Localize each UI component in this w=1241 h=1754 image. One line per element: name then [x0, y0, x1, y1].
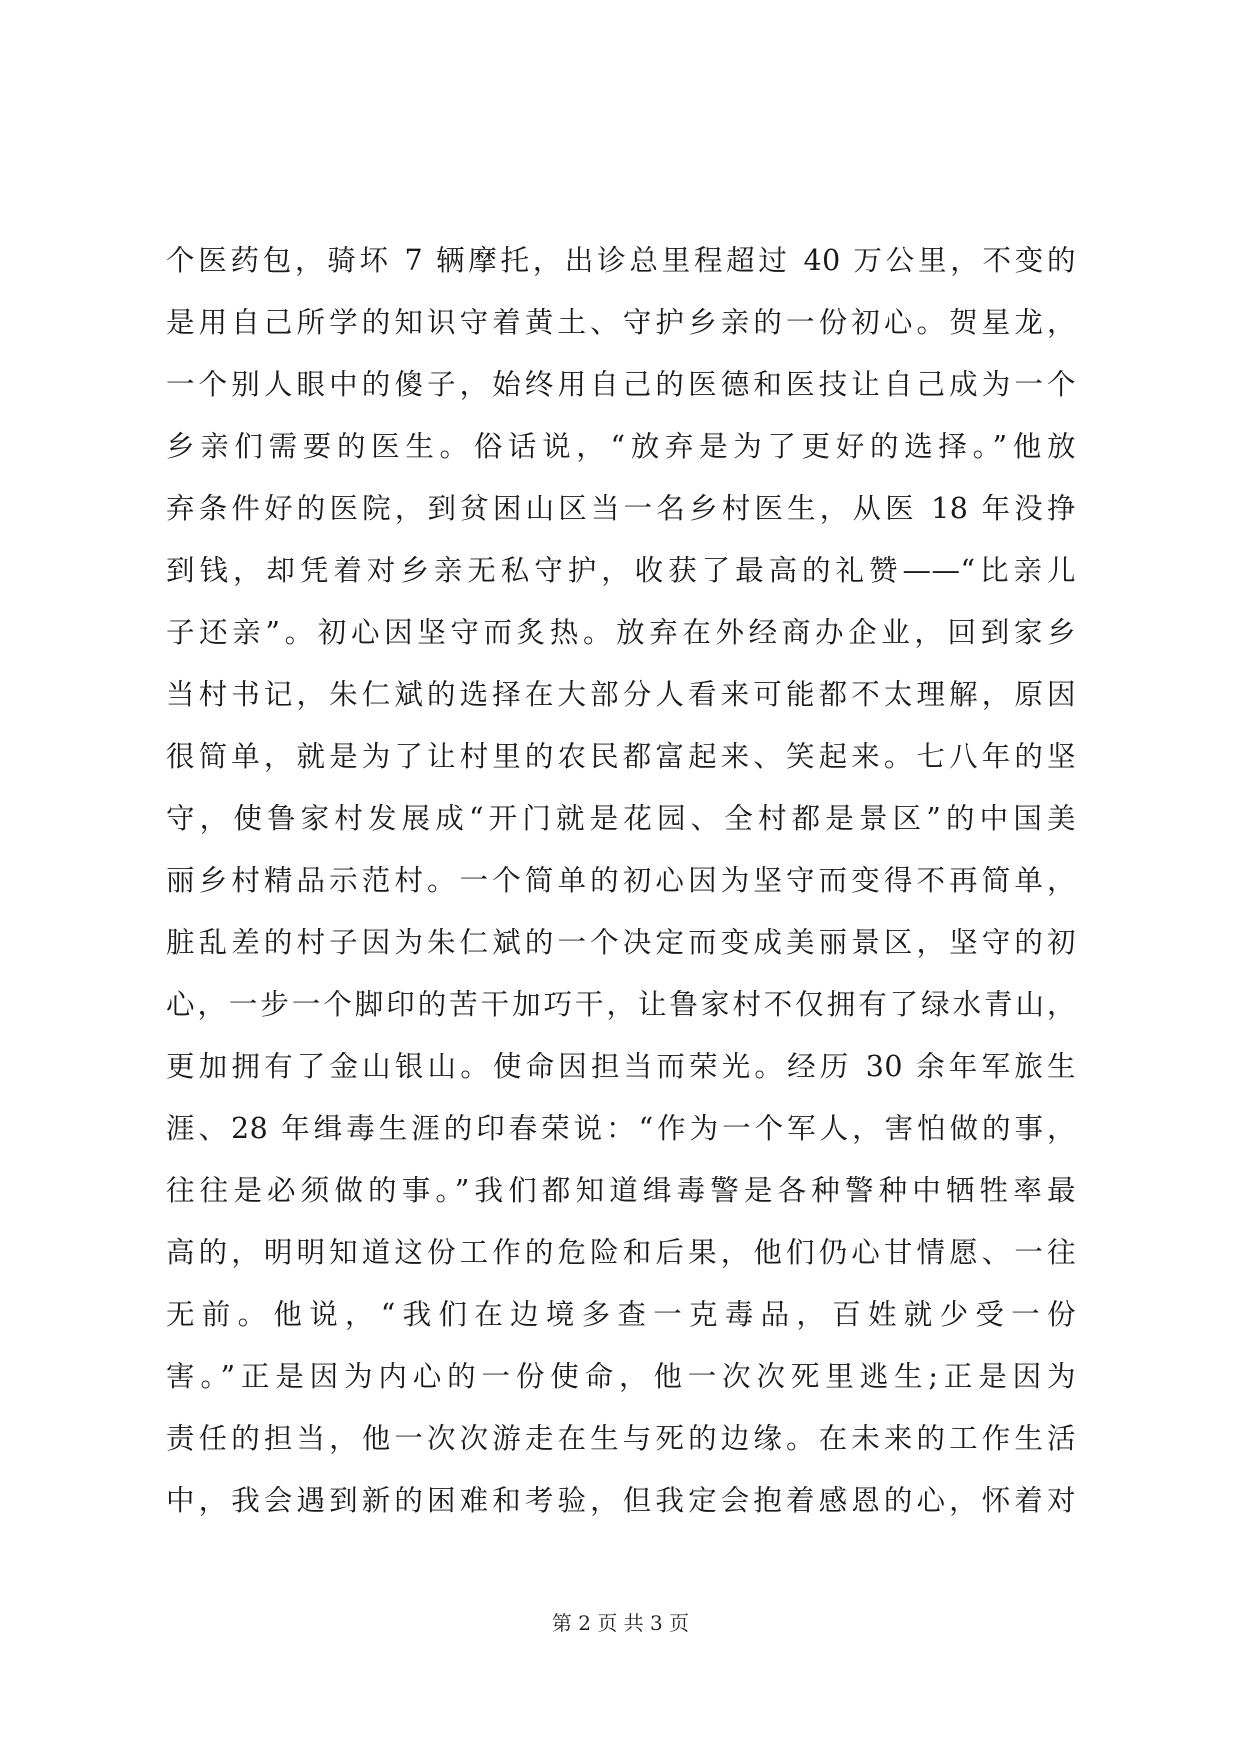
text-line: 害。”正是因为内心的一份使命，他一次次死里逃生;正是因为 [166, 1360, 1076, 1393]
text-line: 心，一步一个脚印的苦干加巧干，让鲁家村不仅拥有了绿水青山， [166, 988, 1076, 1021]
text-line: 弃条件好的医院，到贫困山区当一名乡村医生，从医 18 年没挣 [166, 492, 1076, 525]
text-line: 责任的担当，他一次次游走在生与死的边缘。在未来的工作生活 [166, 1422, 1076, 1455]
text-line: 子还亲”。初心因坚守而炙热。放弃在外经商办企业，回到家乡 [166, 616, 1076, 649]
text-line: 个医药包，骑坏 7 辆摩托，出诊总里程超过 40 万公里，不变的 [166, 244, 1076, 277]
text-line: 涯、28 年缉毒生涯的印春荣说：“作为一个军人，害怕做的事， [166, 1112, 1076, 1145]
text-line: 守，使鲁家村发展成“开门就是花园、全村都是景区”的中国美 [166, 802, 1076, 835]
text-line: 中，我会遇到新的困难和考验，但我定会抱着感恩的心，怀着对 [166, 1484, 1076, 1517]
page-number-footer: 第 2 页 共 3 页 [551, 1611, 690, 1635]
text-line: 到钱，却凭着对乡亲无私守护，收获了最高的礼赞——“比亲儿 [166, 554, 1076, 587]
text-line: 往往是必须做的事。”我们都知道缉毒警是各种警种中牺牲率最 [166, 1174, 1076, 1207]
text-line: 很简单，就是为了让村里的农民都富起来、笑起来。七八年的坚 [166, 740, 1076, 773]
text-line: 一个别人眼中的傻子，始终用自己的医德和医技让自己成为一个 [166, 368, 1076, 401]
text-line: 乡亲们需要的医生。俗话说，“放弃是为了更好的选择。”他放 [166, 430, 1076, 463]
text-line: 当村书记，朱仁斌的选择在大部分人看来可能都不太理解，原因 [166, 678, 1076, 711]
text-line: 更加拥有了金山银山。使命因担当而荣光。经历 30 余年军旅生 [166, 1050, 1076, 1083]
text-line: 是用自己所学的知识守着黄土、守护乡亲的一份初心。贺星龙， [166, 306, 1076, 339]
text-line: 脏乱差的村子因为朱仁斌的一个决定而变成美丽景区，坚守的初 [166, 926, 1076, 959]
text-line: 无前。他说，“我们在边境多查一克毒品，百姓就少受一份 [166, 1298, 1076, 1331]
text-line: 高的，明明知道这份工作的危险和后果，他们仍心甘情愿、一往 [166, 1236, 1076, 1269]
body-text [166, 230, 1076, 1532]
text-line: 丽乡村精品示范村。一个简单的初心因为坚守而变得不再简单， [166, 864, 1076, 897]
